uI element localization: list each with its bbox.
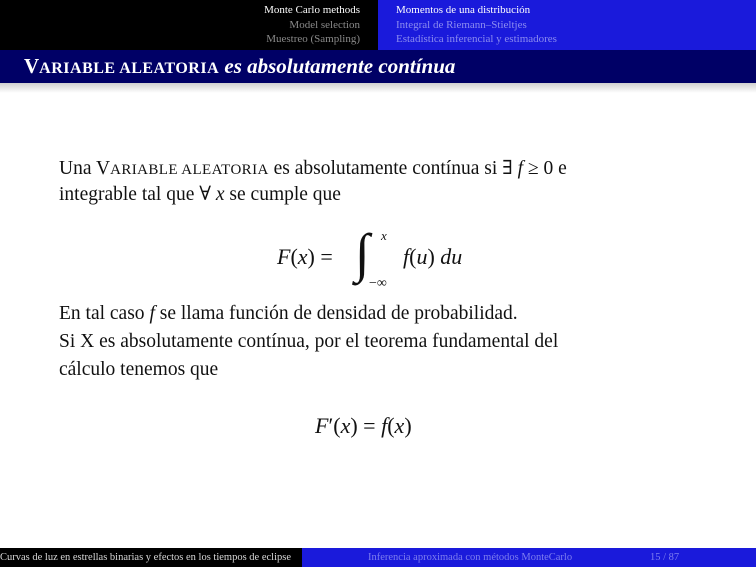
p1-cond: ≥ 0 e xyxy=(523,158,567,179)
paragraph-line-1 xyxy=(59,156,567,183)
derivative-equation: F′(x) = f(x) xyxy=(315,413,412,438)
p1-pre: Una xyxy=(59,158,97,179)
footer-author-title: Curvas de luz en estrellas binarias y efectos en los tiempos de eclipse xyxy=(0,548,302,567)
footer xyxy=(0,548,756,567)
title-sc-rest: ARIABLE ALEATORIA xyxy=(39,60,220,77)
paragraph-line-3 xyxy=(59,301,518,327)
footer-page-number: 15 / 87 xyxy=(650,552,680,563)
paragraph-line-2 xyxy=(59,182,341,208)
title-shadow xyxy=(0,83,756,93)
p1-f: f xyxy=(517,158,523,179)
paragraph-line-5: cálculo tenemos que xyxy=(59,359,219,380)
footer-right xyxy=(302,548,756,567)
footer-presentation-title: Inferencia aproximada con métodos MonteCarlo xyxy=(368,552,573,563)
p3-pre: En tal caso xyxy=(59,303,145,324)
integral-sign: ∫ xyxy=(355,223,370,283)
nav-subsection-estadistica[interactable]: Estadística inferencial y estimadores xyxy=(396,33,557,45)
nav-subsection-momentos[interactable]: Momentos de una distribución xyxy=(396,4,531,16)
p1-post: es absolutamente contínua si ∃ xyxy=(268,158,513,179)
p2-pre: integrable tal que ∀ xyxy=(59,184,212,205)
section-nav xyxy=(0,0,378,50)
p3-post: se llama función de densidad de probabilidad. xyxy=(154,303,518,324)
title-italic: es absolutamente contínua xyxy=(224,54,456,78)
p2-post: se cumple que xyxy=(224,184,341,205)
eq1-lhs: F(x) = xyxy=(277,244,333,269)
subsection-nav xyxy=(378,0,756,50)
integral-upper-bound: x xyxy=(381,228,387,243)
nav-section-monte-carlo[interactable]: Monte Carlo methods xyxy=(264,4,360,16)
top-navigation xyxy=(0,0,756,50)
nav-section-muestreo[interactable]: Muestreo (Sampling) xyxy=(266,33,360,45)
nav-section-model-selection[interactable]: Model selection xyxy=(289,18,360,31)
frame-title xyxy=(0,50,756,83)
title-sc-first: V xyxy=(24,54,40,78)
paragraph-line-4: Si X es absolutamente contínua, por el teorema fundamental del xyxy=(59,331,559,352)
eq1-rhs: f(u) du xyxy=(403,244,463,269)
p2-x: x xyxy=(215,184,225,205)
integral-lower-bound: −∞ xyxy=(369,276,387,291)
p1-sc-rest: ARIABLE ALEATORIA xyxy=(110,162,269,178)
p3-f: f xyxy=(149,303,155,324)
p1-sc-first: V xyxy=(96,158,111,179)
integral-equation xyxy=(277,223,497,294)
nav-subsection-riemann-stieltjes[interactable]: Integral de Riemann–Stieltjes xyxy=(396,18,527,31)
